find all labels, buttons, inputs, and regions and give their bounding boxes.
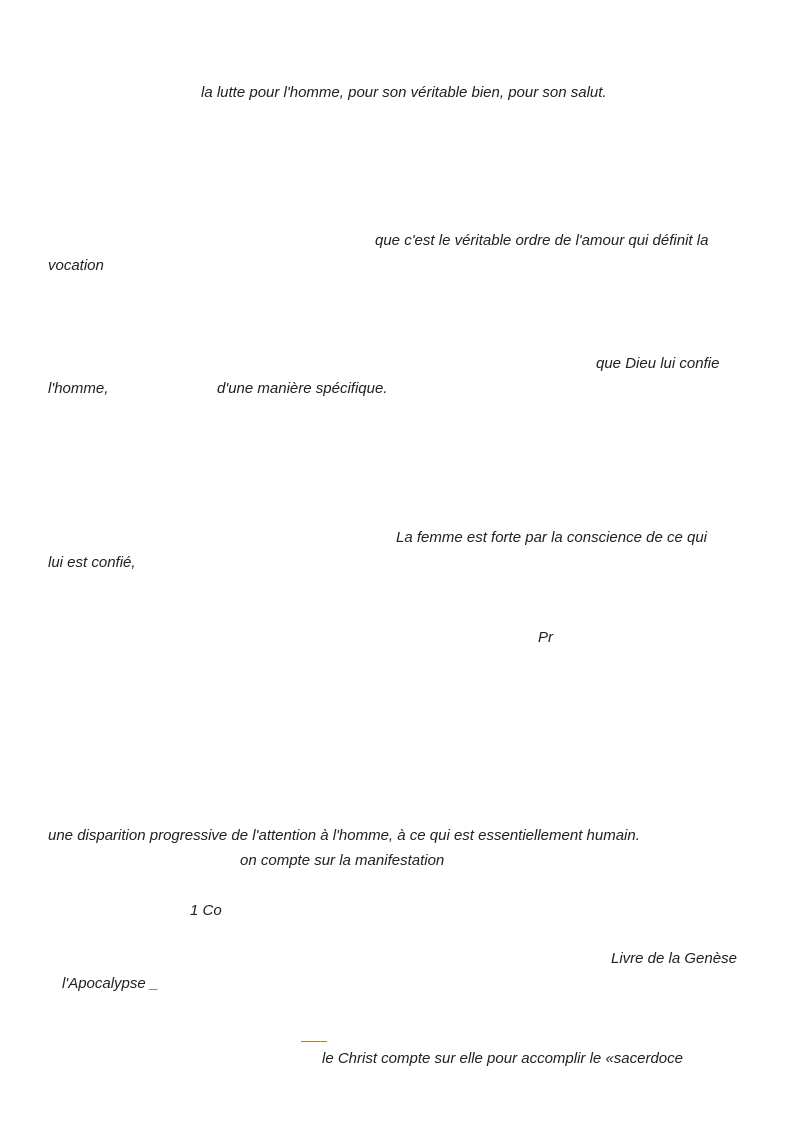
text-fragment-femme-forte: La femme est forte par la conscience de ce qui <box>396 529 708 546</box>
text-fragment-manifestation: on compte sur la manifestation <box>240 852 445 869</box>
text-fragment-disparition: une disparition progressive de l'attention à l'homme, à ce qui est essentiellement humain. <box>48 827 640 844</box>
text-fragment-genese: Livre de la Genèse <box>611 950 737 967</box>
text-fragment-lhomme: l'homme, <box>48 380 109 397</box>
text-fragment-vocation: vocation <box>48 257 104 274</box>
short-rule-divider <box>301 1041 327 1042</box>
text-fragment-apocalypse: l'Apocalypse _ <box>62 975 159 992</box>
text-fragment-salut: la lutte pour l'homme, pour son véritable bien, pour son salut. <box>201 84 607 101</box>
text-fragment-ordre-amour: que c'est le véritable ordre de l'amour qui définit la <box>375 232 709 249</box>
text-fragment-confie: lui est confié, <box>48 554 136 571</box>
text-fragment-maniere-specifique: d'une manière spécifique. <box>217 380 388 397</box>
text-fragment-dieu-confie: que Dieu lui confie <box>596 355 720 372</box>
text-fragment-1co: 1 Co <box>190 902 222 919</box>
text-fragment-pr: Pr <box>538 629 553 646</box>
text-fragment-sacerdoce: le Christ compte sur elle pour accomplir le «sacerdoce <box>322 1050 683 1067</box>
